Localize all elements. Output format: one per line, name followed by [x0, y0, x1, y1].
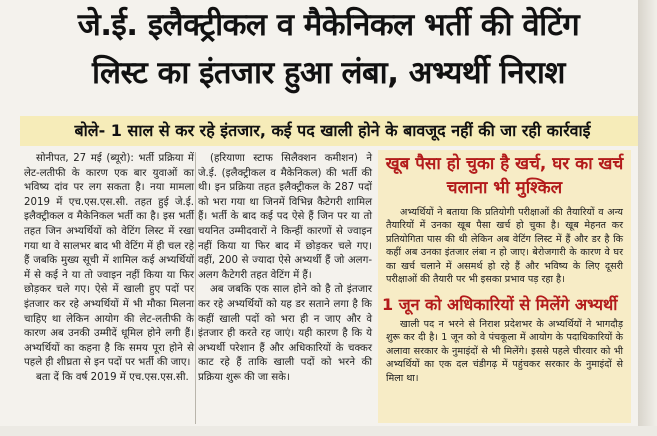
sidebar-body-expenses-text: अभ्यर्थियों ने बताया कि प्रतियोगी परीक्षाओं की तैयारियों व अन्य तैयारियों में उनका खूब पैसा खर्च हो चुका है। खूब मेहनत कर प्रतियोगिता पास की थी लेकिन अब वेटिंग लिस्ट में हैं और डर है कि कहीं अब उनका इंतजार लंबा न हो जाए। बेरोजगारी के कारण वे घर का खर्च चलाने में असमर्थ हो रहे हैं और भविष्य के लिए दूसरी परीक्षाओं की तैयारी पर भी इसका प्रभाव पड़ रहा है।: [386, 207, 623, 286]
sidebar-body-meeting-text: खाली पद न भरने से निराश प्रदेशभर के अभ्यर्थियों ने भागदौड़ शुरू कर दी है। 1 जून को वे पंचकूला में आयोग के पदाधिकारियों के अलावा सरकार के नुमाइंदों से भी मिलेंगे। इससे पहले चीरवार को भी अभ्यर्थियों का एक दल चंडीगढ़ में पहुंचकर सरकार के नुमाइंदों से मिला था।: [386, 319, 623, 384]
column-1-paragraph: बता दें कि वर्ष 2019 में एच.एस.एस.सी.: [36, 371, 189, 383]
article-column-2: [198, 152, 372, 386]
column-2-paragraph: अब जबकि एक साल होने को है तो इंतजार कर रहे अभ्यर्थियों को यह डर सताने लगा है कि कहीं खाली पदों को भरा ही न जाए और वे इंतजार ही करते रह जाएं। यही कारण है कि ये अभ्यर्थी परेशान हैं और अधिकारियों के चक्कर काट रहे हैं ताकि खाली पदों को भरने की प्रक्रिया शुरू की जा सके।: [198, 284, 372, 383]
page-fold-shadow: [638, 0, 657, 436]
column-divider: [195, 152, 196, 424]
column-1-paragraph: सोनीपत, 27 मई (ब्यूरो): भर्ती प्रक्रिया में लेट-लतीफी के कारण एक बार युवाओं का भविष्य दांव पर लग सकता है। नया मामला 2019 में एच.एस.एस.सी. तहत हुई जे.ई. इलैक्ट्रीकल व मैकेनिकल भर्ती का है। इस भर्ती तहत जिन अभ्यर्थियों को वेटिंग लिस्ट में रखा गया था वे सालभर बाद भी वेटिंग में ही चल रहे हैं जबकि मुख्य सूची में शामिल कई अभ्यर्थियों में से कई ने या तो ज्वाइन नहीं किया या फिर छोड़कर चले गए। ऐसे में खाली हुए पदों पर इंतजार कर रहे अभ्यर्थियों में भी मौका मिलना चाहिए था लेकिन आयोग की लेट-लतीफी के कारण अब उनकी उम्मीदें धूमिल होने लगी हैं। अभ्यर्थियों का कहना है कि समय पूरा होने से पहले ही शीघ्रता से इन पदों पर भर्ती की जाए।: [24, 153, 194, 369]
headline-line-1: जे.ई. इलैक्ट्रीकल व मैकेनिकल भर्ती की वेटिंग: [77, 7, 580, 43]
sidebar-heading-meeting: 1 जून को अधिकारियों से मिलेंगे अभ्यर्थी: [382, 295, 618, 314]
article-subheadline: बोले- 1 साल से कर रहे इंतजार, कई पद खाली होने के बावजूद नहीं की जा रही कार्रवाई: [20, 116, 645, 146]
headline-line-2: लिस्ट का इंतजार हुआ लंबा, अभ्यर्थी निराश: [91, 55, 565, 91]
sidebar-body-meeting: [386, 318, 623, 385]
sidebar-box: [378, 150, 631, 423]
article-column-1: [24, 152, 194, 386]
sidebar-heading-expenses: खूब पैसा हो चुका है खर्च, घर का खर्च चलाना भी मुश्किल: [385, 154, 624, 198]
sidebar-body-expenses: [386, 206, 623, 286]
column-2-paragraph: (हरियाणा स्टाफ सिलैक्शन कमीशन) ने जे.ई. (इलैक्ट्रीकल व मैकेनिकल) की भर्ती की थी। इन प्रक्रिया तहत इलैक्ट्रीकल के 287 पदों को भरा गया था जिनमें विभिन्न कैटेगरी शामिल हैं। भर्ती के बाद कई पद ऐसे हैं जिन पर या तो चयनित उम्मीदवारों ने किन्हीं कारणों से ज्वाइन नहीं किया या फिर बाद में छोड़कर चले गए। वहीं, 200 से ज्यादा ऐसे अभ्यर्थी हैं जो अलग-अलग कैटेगरी तहत वेटिंग में हैं।: [198, 153, 372, 281]
page-bottom-edge: [0, 426, 657, 436]
